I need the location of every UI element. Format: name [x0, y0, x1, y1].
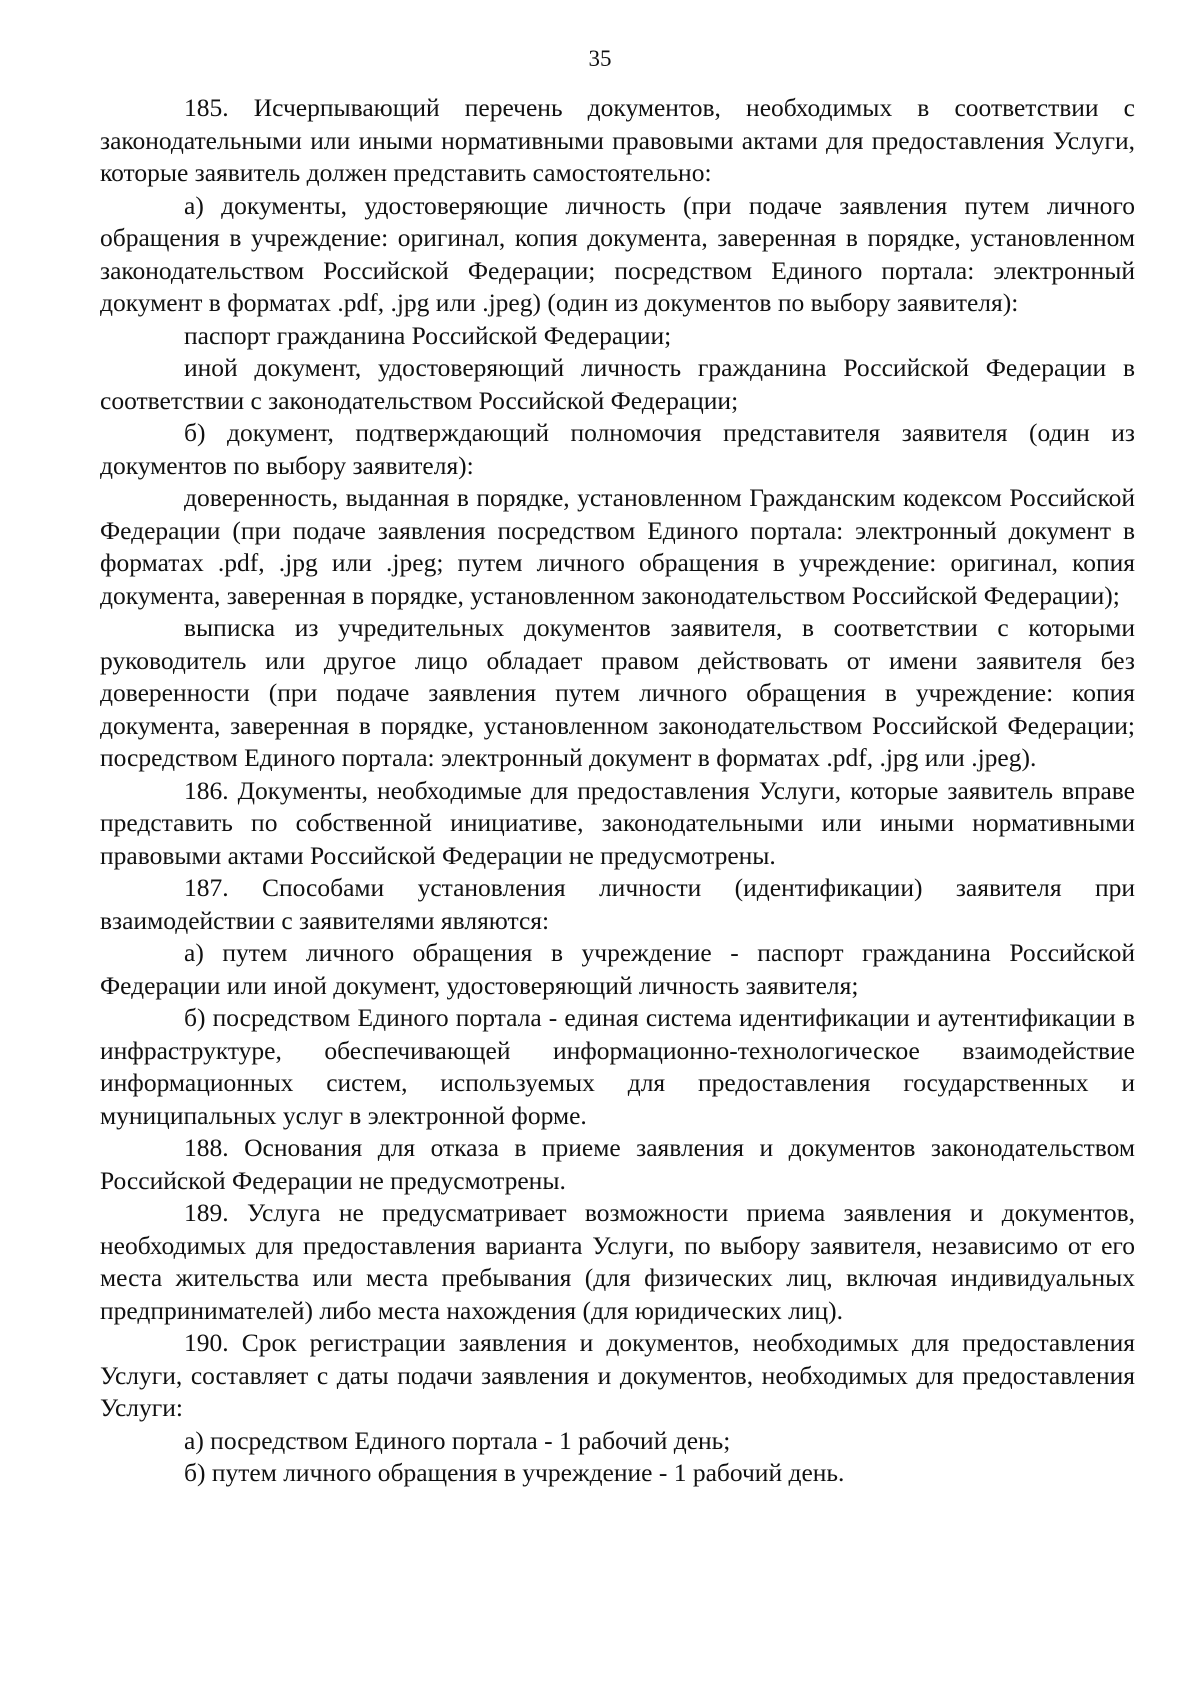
paragraph-185-a: а) документы, удостоверяющие личность (при подаче заявления путем личного обращения в учреждение: оригинал, копия документа, заверенная в порядке, установленном законодательством Российской Федерации; посредством Единого портала: электронный документ в форматах .pdf, .jpg или .jpeg) (один из документов по выбору заявителя):: [100, 190, 1135, 317]
page-number: 35: [588, 46, 612, 71]
paragraph-188: 188. Основания для отказа в приеме заявления и документов законодательством Российской Федерации не предусмотрены.: [100, 1133, 1135, 1195]
paragraph-185-b-power-of-attorney: доверенность, выданная в порядке, установленном Гражданским кодексом Российской Федерации (при подаче заявления посредством Единого портала: электронный документ в форматах .pdf, .jpg или .jpeg; путем личного обращения в учреждение: оригинал, копия документа, заверенная в порядке, установленном законодательством Российской Федерации);: [100, 483, 1135, 610]
paragraph-190-a: а) посредством Единого портала - 1 рабочий день;: [184, 1425, 731, 1455]
paragraph-190: 190. Срок регистрации заявления и документов, необходимых для предоставления Услуги, составляет с даты подачи заявления и документов, необходимых для предоставления Услуги:: [100, 1328, 1135, 1422]
paragraph-187: 187. Способами установления личности (идентификации) заявителя при взаимодействии с заявителями являются:: [100, 873, 1135, 935]
paragraph-185: 185. Исчерпывающий перечень документов, необходимых в соответствии с законодательными или иными нормативными правовыми актами для предоставления Услуги, которые заявитель должен представить самостоятельно:: [100, 93, 1135, 187]
paragraph-185-a-passport: паспорт гражданина Российской Федерации;: [184, 320, 672, 350]
paragraph-186: 186. Документы, необходимые для предоставления Услуги, которые заявитель вправе представить по собственной инициативе, законодательными или иными нормативными правовыми актами Российской Федерации не предусмотрены.: [100, 775, 1135, 870]
paragraph-187-b: б) посредством Единого портала - единая система идентификации и аутентификации в инфраструктуре, обеспечивающей информационно-технологическое взаимодействие информационных систем, используемых для предоставления государственных и муниципальных услуг в электронной форме.: [100, 1003, 1135, 1130]
paragraph-189: 189. Услуга не предусматривает возможности приема заявления и документов, необходимых для предоставления варианта Услуги, по выбору заявителя, независимо от его места жительства или места пребывания (для физических лиц, включая индивидуальных предпринимателей) либо места нахождения (для юридических лиц).: [100, 1198, 1135, 1325]
paragraph-185-a-other-document: иной документ, удостоверяющий личность гражданина Российской Федерации в соответствии с законодательством Российской Федерации;: [100, 353, 1135, 415]
paragraph-185-b: б) документ, подтверждающий полномочия представителя заявителя (один из документов по выбору заявителя):: [100, 418, 1135, 480]
document-body: [100, 92, 1135, 1490]
paragraph-190-b: б) путем личного обращения в учреждение - 1 рабочий день.: [184, 1458, 845, 1487]
paragraph-187-a: а) путем личного обращения в учреждение - паспорт гражданина Российской Федерации или иной документ, удостоверяющий личность заявителя;: [100, 938, 1135, 1000]
paragraph-185-b-extract: выписка из учредительных документов заявителя, в соответствии с которыми руководитель или другое лицо обладает правом действовать от имени заявителя без доверенности (при подаче заявления путем личного обращения в учреждение: копия документа, заверенная в порядке, установленном законодательством Российской Федерации; посредством Единого портала: электронный документ в форматах .pdf, .jpg или .jpeg).: [100, 613, 1135, 772]
